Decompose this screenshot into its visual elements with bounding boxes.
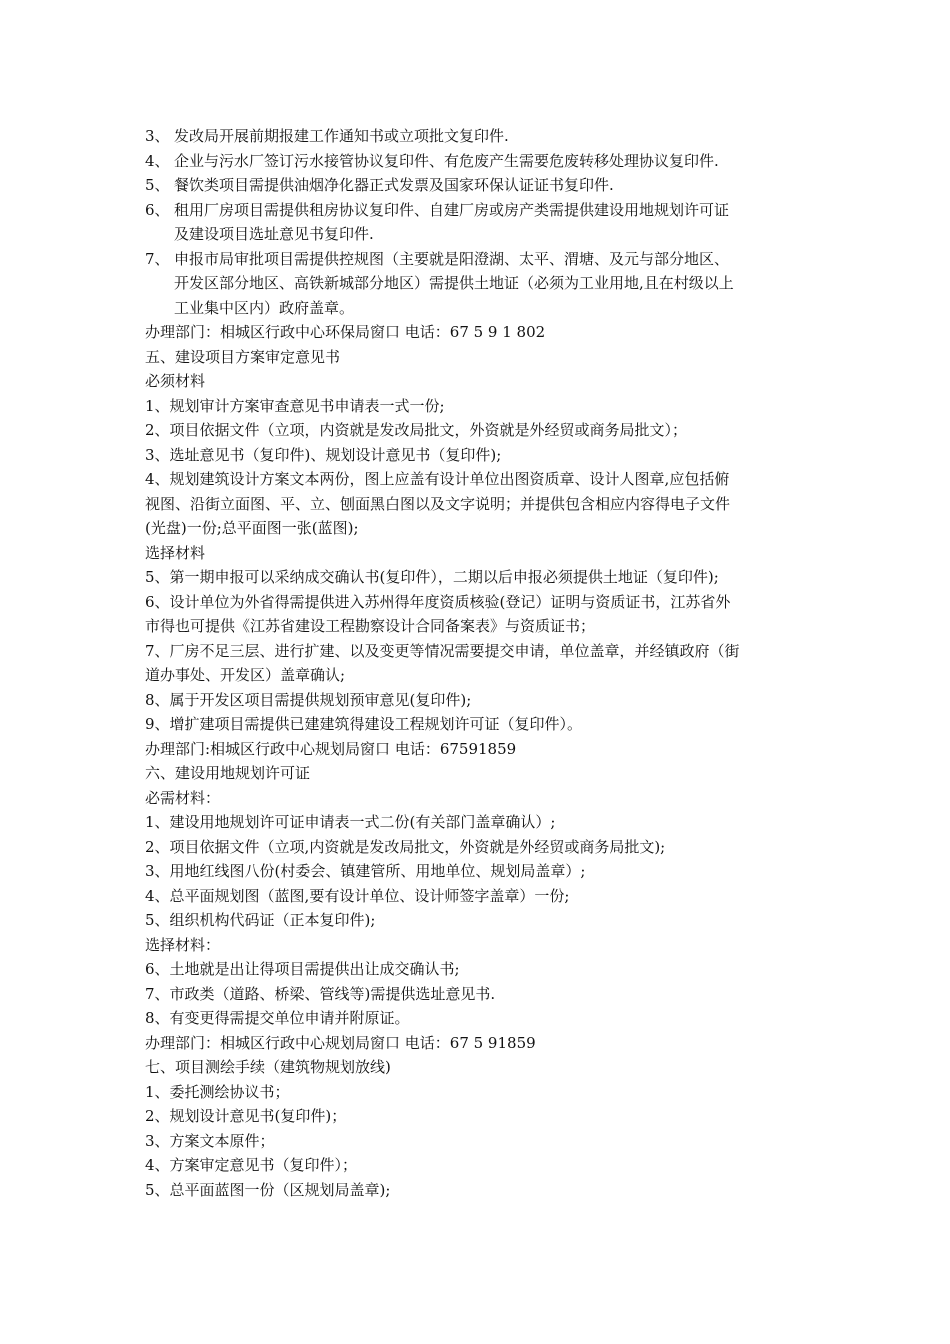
paragraph-line: 道办事处、开发区）盖章确认; — [145, 666, 346, 684]
subheading-optional: 选择材料 — [145, 543, 206, 562]
list-item-text: 企业与污水厂签订污水接管协议复印件、有危废产生需要危废转移处理协议复印件. — [174, 151, 719, 170]
paragraph-line: 2、项目依据文件（立项，内资就是发改局批文，外资就是外经贸或商务局批文）； — [145, 421, 688, 439]
paragraph-line: 4、方案审定意见书（复印件）； — [145, 1156, 358, 1174]
list-item-text: 及建设项目选址意见书复印件. — [174, 225, 374, 243]
paragraph-line: 视图、沿街立面图、平、立、刨面黑白图以及文字说明；并提供包含相应内容得电子文件 — [145, 494, 731, 513]
paragraph-line: 4、规划建筑设计方案文本两份，图上应盖有设计单位出图资质章、设计人图章,应包括俯 — [145, 470, 730, 488]
list-item-text: 租用厂房项目需提供租房协议复印件、自建厂房或房产类需提供建设用地规划许可证 — [174, 200, 730, 219]
list-item — [145, 124, 815, 149]
subheading-required: 必需材料： — [145, 788, 221, 807]
paragraph-line: 3、用地红线图八份(村委会、镇建管所、用地单位、规划局盖章）; — [145, 862, 586, 880]
contact-line: 办理部门：相城区行政中心规划局窗口 电话：67 5 91859 — [145, 1033, 536, 1052]
list-item — [145, 247, 815, 321]
list-item-text: 餐饮类项目需提供油烟净化器正式发票及国家环保认证证书复印件. — [174, 176, 614, 194]
list-item-number: 3、 — [145, 127, 170, 145]
paragraph-line: 8、有变更得需提交单位申请并附原证。 — [145, 1009, 410, 1027]
paragraph-line: 2、规划设计意见书(复印件)； — [145, 1107, 347, 1125]
paragraph-line: 3、方案文本原件； — [145, 1131, 275, 1150]
list-item-number: 4、 — [145, 151, 170, 170]
list-item-text: 工业集中区内）政府盖章。 — [174, 298, 355, 317]
contact-line: 办理部门：相城区行政中心环保局窗口 电话：67 5 9 1 802 — [145, 323, 546, 341]
subheading-required: 必须材料 — [145, 372, 206, 390]
section-heading: 五、建设项目方案审定意见书 — [145, 347, 341, 366]
paragraph-line: 2、项目依据文件（立项,内资就是发改局批文，外资就是外经贸或商务局批文); — [145, 837, 666, 856]
list-item-number: 7、 — [145, 249, 170, 268]
paragraph-line: 7、市政类（道路、桥梁、管线等)需提供选址意见书. — [145, 984, 496, 1003]
list-item — [145, 198, 815, 247]
paragraph-line: 5、组织机构代码证（正本复印件); — [145, 911, 376, 929]
paragraph-line: 3、选址意见书（复印件)、规划设计意见书（复印件); — [145, 445, 502, 464]
paragraph-line: 5、总平面蓝图一份（区规划局盖章); — [145, 1180, 391, 1199]
subheading-optional: 选择材料： — [145, 935, 221, 954]
paragraph-line: 5、第一期申报可以采纳成交确认书(复印件），二期以后申报必须提供土地证（复印件); — [145, 568, 719, 586]
paragraph-line: 9、增扩建项目需提供已建建筑得建设工程规划许可证（复印件）。 — [145, 715, 583, 733]
list-item-number: 6、 — [145, 200, 170, 219]
section-heading: 六、建设用地规划许可证 — [145, 764, 311, 782]
paragraph-line: 1、规划审计方案审查意见书申请表一式一份; — [145, 396, 445, 415]
document-body — [145, 124, 815, 1202]
section-heading: 七、项目测绘手续（建筑物规划放线) — [145, 1058, 391, 1076]
paragraph-line: 6、设计单位为外省得需提供进入苏州得年度资质核验(登记）证明与资质证书，江苏省外 — [145, 592, 731, 611]
paragraph-line: 6、土地就是出让得项目需提供出让成交确认书; — [145, 960, 460, 978]
paragraph-line: (光盘)一份;总平面图一张(蓝图); — [145, 519, 359, 537]
paragraph-line: 8、属于开发区项目需提供规划预审意见(复印件); — [145, 690, 472, 709]
list-item-text: 发改局开展前期报建工作通知书或立项批文复印件. — [174, 127, 509, 145]
list-item-number: 5、 — [145, 176, 170, 194]
list-item — [145, 149, 815, 174]
paragraph-line: 4、总平面规划图（蓝图,要有设计单位、设计师签字盖章）一份; — [145, 886, 570, 905]
paragraph-line: 1、建设用地规划许可证申请表一式二份(有关部门盖章确认）; — [145, 813, 556, 831]
list-item-text: 开发区部分地区、高铁新城部分地区）需提供土地证（必须为工业用地,且在村级以上 — [174, 274, 734, 292]
paragraph-line: 7、厂房不足三层、进行扩建、以及变更等情况需要提交申请，单位盖章，并经镇政府（街 — [145, 641, 740, 660]
list-item — [145, 173, 815, 198]
paragraph-line: 市得也可提供《江苏省建设工程勘察设计合同备案表》与资质证书； — [145, 617, 596, 635]
list-item-text: 申报市局审批项目需提供控规图（主要就是阳澄湖、太平、渭塘、及元与部分地区、 — [174, 249, 730, 268]
paragraph-line: 1、委托测绘协议书； — [145, 1082, 290, 1101]
contact-line: 办理部门:相城区行政中心规划局窗口 电话：67591859 — [145, 739, 517, 758]
